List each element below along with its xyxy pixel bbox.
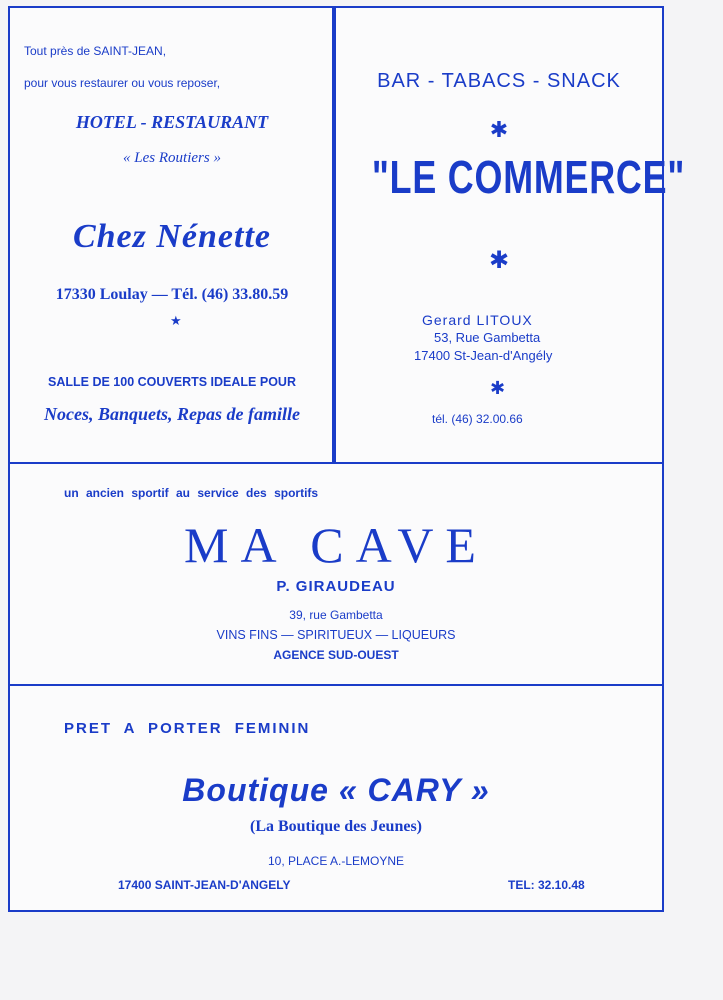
boutique-name: Boutique « CARY » [182,772,490,808]
hotel-intro-line2: pour vous restaurer ou vous reposer, [24,76,221,90]
commerce-heading: BAR - TABACS - SNACK [377,70,621,92]
commerce-owner: Gerard LITOUX [422,312,533,328]
hotel-ad-panel [8,6,334,464]
asterisk-icon-3: ✱ [490,378,506,399]
commerce-street: 53, Rue Gambetta [434,330,541,345]
commerce-phone: tél. (46) 32.00.66 [432,412,523,426]
hotel-subheading: « Les Routiers » [123,150,221,166]
hotel-intro-line1: Tout près de SAINT-JEAN, [24,44,167,58]
cave-products: VINS FINS — SPIRITUEUX — LIQUEURS [216,628,456,642]
hotel-events: Noces, Banquets, Repas de famille [44,404,300,424]
commerce-ad-panel [334,6,686,464]
hotel-heading: HOTEL - RESTAURANT [75,112,269,132]
commerce-city: 17400 St-Jean-d'Angély [414,348,553,363]
cave-agency: AGENCE SUD-OUEST [273,648,399,662]
boutique-ad-panel [8,684,664,912]
cave-owner: P. GIRAUDEAU [276,578,396,595]
cave-tagline: un ancien sportif au service des sportifs [64,486,319,500]
boutique-subtitle: (La Boutique des Jeunes) [249,818,423,835]
hotel-address: 17330 Loulay — Tél. (46) 33.80.59 [55,286,289,303]
hotel-hall: SALLE DE 100 COUVERTS IDEALE POUR [48,375,296,389]
cave-name: MA CAVE [184,517,488,573]
asterisk-icon-1: ✱ [489,118,509,143]
boutique-phone: TEL: 32.10.48 [508,878,585,892]
cave-street: 39, rue Gambetta [289,608,383,622]
boutique-city: 17400 SAINT-JEAN-D'ANGELY [118,878,291,892]
boutique-street: 10, PLACE A.-LEMOYNE [267,854,405,868]
star-icon: ★ [170,314,182,329]
hotel-name: Chez Nénette [72,218,272,255]
cave-ad-panel [8,462,664,686]
asterisk-icon-2: ✱ [488,246,510,274]
boutique-heading: PRET A PORTER FEMININ [64,720,311,737]
commerce-name: "LE COMMERCE" [371,151,686,203]
